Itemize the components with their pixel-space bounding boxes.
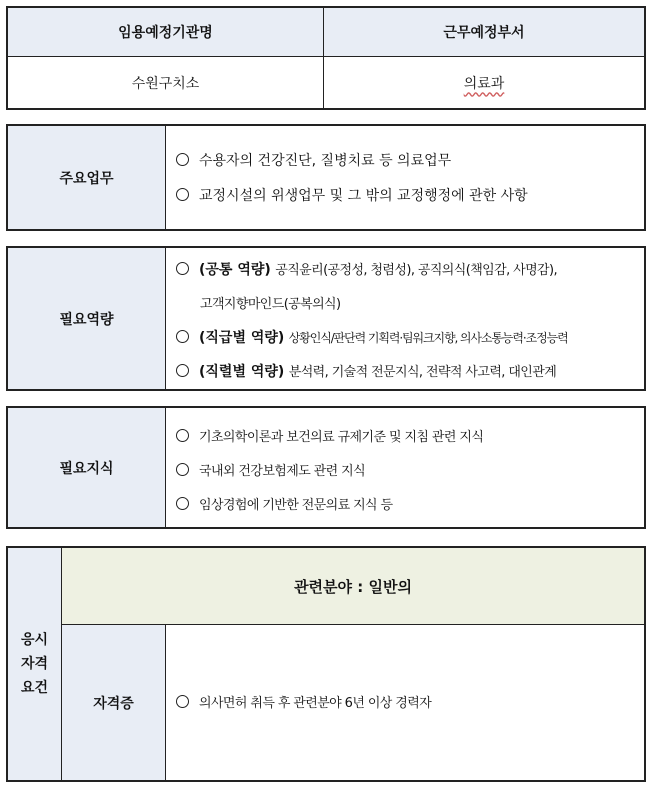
- agency-header-label: 임용예정기관명: [118, 25, 213, 41]
- circle-bullet-icon: [176, 463, 189, 476]
- circle-bullet-icon: [176, 364, 189, 377]
- competency-content: [166, 248, 644, 389]
- duties-content: [166, 126, 644, 229]
- duties-section: [6, 124, 646, 231]
- duty-item: 수용자의 건강진단, 질병치료 등 의료업무: [176, 150, 638, 170]
- knowledge-section: [6, 406, 646, 529]
- circle-bullet-icon: [176, 330, 189, 343]
- competency-item: (공통 역량) 공직윤리(공정성, 청렴성), 공직의식(책임감, 사명감),: [176, 259, 638, 279]
- license-label: 자격증: [62, 625, 165, 780]
- circle-bullet-icon: [176, 188, 189, 201]
- circle-bullet-icon: [176, 153, 189, 166]
- agency-table: [6, 6, 646, 110]
- circle-bullet-icon: [176, 429, 189, 442]
- circle-bullet-icon: [176, 695, 189, 708]
- duties-label: 주요업무: [8, 126, 165, 229]
- knowledge-item: 임상경험에 기반한 전문의료 지식 등: [176, 494, 638, 513]
- knowledge-item: 국내외 건강보험제도 관련 지식: [176, 460, 638, 479]
- department-value: 의료과: [463, 75, 505, 92]
- field-header: 관련분야 : 일반의: [62, 548, 644, 624]
- competency-section: [6, 246, 646, 391]
- competency-label: 필요역량: [8, 248, 165, 389]
- department-header: [324, 8, 644, 56]
- circle-bullet-icon: [176, 262, 189, 275]
- competency-item: (직렬별 역량) 분석력, 기술적 전문지식, 전략적 사고력, 대인관계: [176, 361, 638, 381]
- requirements-section: [6, 546, 646, 782]
- knowledge-content: [166, 408, 644, 527]
- duty-item: 교정시설의 위생업무 및 그 밖의 교정행정에 관한 사항: [176, 185, 638, 205]
- requirements-side-label: 응시 자격 요건: [8, 548, 61, 780]
- license-content: [166, 625, 644, 780]
- competency-item-continued: 고객지향마인드(공복의식): [200, 297, 341, 312]
- agency-header: [8, 8, 323, 56]
- circle-bullet-icon: [176, 497, 189, 510]
- knowledge-item: 기초의학이론과 보건의료 규제기준 및 지침 관련 지식: [176, 426, 638, 445]
- department-header-label: 근무예정부서: [443, 25, 525, 41]
- competency-item: (직급별 역량) 상황인식/판단력 기획력·팀워크지향, 의사소통능력·조정능력: [176, 327, 638, 347]
- knowledge-label: 필요지식: [8, 408, 165, 527]
- license-item: 의사면허 취득 후 관련분야 6년 이상 경력자: [176, 692, 638, 711]
- agency-value: 수원구치소: [131, 75, 200, 92]
